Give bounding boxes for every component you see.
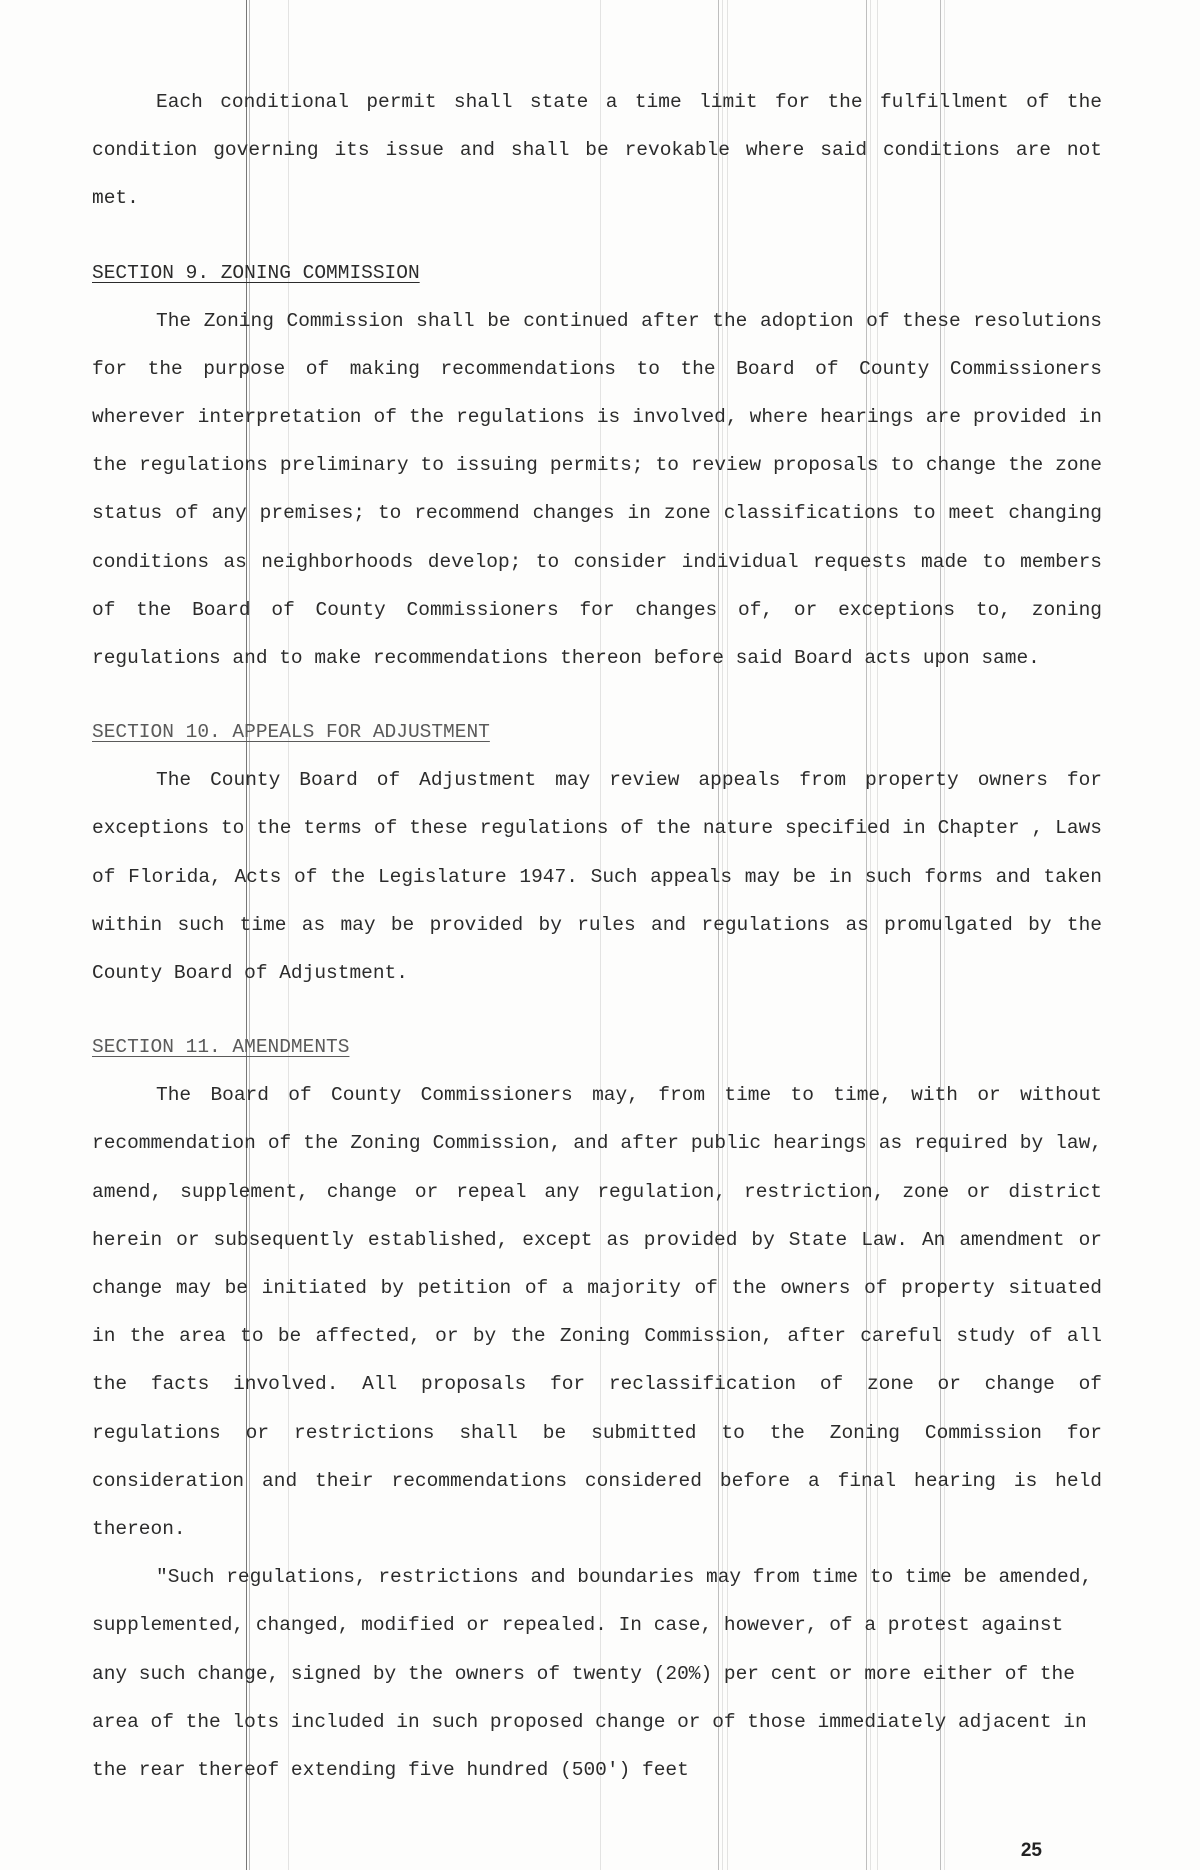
section-10-body: The County Board of Adjustment may review appeals from property owners for exceptions to the terms of these regulations of the nature specified in Chapter , Laws of Florida, Acts of the Legislature 1947. Such appeals may be in such forms and taken within such time as may be provided by rules and regulations as promulgated by the County Board of Adjustment. <box>92 769 1102 985</box>
page-number: 25 <box>1020 1840 1042 1861</box>
section-9-body: The Zoning Commission shall be continued after the adoption of these resolutions for the purpose of making recommendations to the Board of County Commissioners wherever interpretation of the regulations is involved, where hearings are provided in the regulations preliminary to issuing permits; to review proposals to change the zone status of any premises; to recommend changes in zone classifications to meet changing conditions as neighborhoods develop; to consider individual requests made to members of the Board of County Commissioners for changes of, or exceptions to, zoning regulations and to make recommendations thereon before said Board acts upon same. <box>92 309 1102 670</box>
section-10-heading: SECTION 10. APPEALS FOR ADJUSTMENT <box>92 721 490 744</box>
paragraph-conditional-permit: Each conditional permit shall state a time limit for the fulfillment of the condition governing its issue and shall be revokable where said conditions are not met. <box>92 91 1102 210</box>
section-11-body-2: "Such regulations, restrictions and boundaries may from time to time be amended, supplemented, changed, modified or repealed. In case, however, of a protest against any such change, signed by the owners of twenty (20%) per cent or more either of the area of the lots included in such proposed change or of those immediately adjacent in the rear thereof extending five hundred (500') feet <box>92 1566 1093 1782</box>
document-body <box>92 78 1102 1794</box>
section-9-heading: SECTION 9. ZONING COMMISSION <box>92 261 420 284</box>
section-11-heading: SECTION 11. AMENDMENTS <box>92 1036 350 1059</box>
section-11-body-1: The Board of County Commissioners may, from time to time, with or without recommendation of the Zoning Commission, and after public hearings as required by law, amend, supplement, change or repeal any regulation, restriction, zone or district herein or subsequently established, except as provided by State Law. An amendment or change may be initiated by petition of a majority of the owners of property situated in the area to be affected, or by the Zoning Commission, after careful study of all the facts involved. All proposals for reclassification of zone or change of regulations or restrictions shall be submitted to the Zoning Commission for consideration and their recommendations considered before a final hearing is held thereon. <box>92 1084 1102 1541</box>
